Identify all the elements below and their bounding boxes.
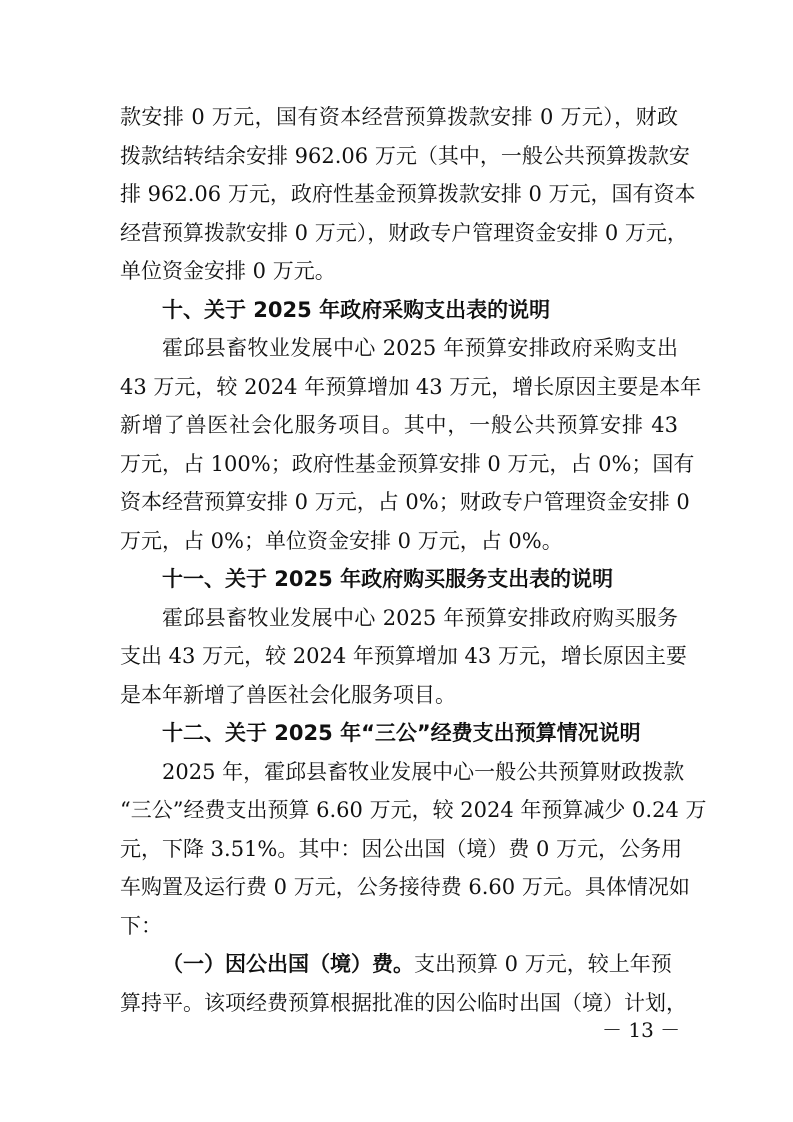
paragraph-line: 拨款结转结余安排 962.06 万元（其中，一般公共预算拨款安 (120, 143, 690, 168)
subsection-lead-rest: 支出预算 0 万元，较上年预 (414, 952, 672, 976)
paragraph-line: 排 962.06 万元，政府性基金预算拨款安排 0 万元，国有资本 (120, 182, 696, 206)
section-heading-12: 十二、关于 2025 年“三公”经费支出预算情况说明 (162, 721, 641, 745)
subsection-lead: （一）因公出国（境）费。 (162, 951, 414, 976)
paragraph-line: 霍邱县畜牧业发展中心 2025 年预算安排政府购买服务 (162, 605, 678, 630)
paragraph-line: 43 万元，较 2024 年预算增加 43 万元，增长原因主要是本年 (120, 374, 702, 399)
paragraph-line: 算持平。该项经费预算根据批准的因公临时出国（境）计划， (120, 990, 687, 1015)
paragraph-line: 支出 43 万元，较 2024 年预算增加 43 万元，增长原因主要 (120, 644, 687, 668)
paragraph-line: 资本经营预算安排 0 万元，占 0%；财政专户管理资金安排 0 (120, 490, 690, 514)
paragraph-line: 车购置及运行费 0 万元，公务接待费 6.60 万元。具体情况如 (120, 875, 690, 899)
paragraph-line: 下： (120, 913, 162, 938)
paragraph-line: 万元，占 0%；单位资金安排 0 万元，占 0%。 (120, 528, 563, 553)
paragraph-line: 新增了兽医社会化服务项目。其中，一般公共预算安排 43 (120, 413, 678, 437)
section-heading-11: 十一、关于 2025 年政府购买服务支出表的说明 (162, 567, 614, 591)
paragraph-line: “三公”经费支出预算 6.60 万元，较 2024 年预算减少 0.24 万 (120, 798, 707, 822)
paragraph-line: 万元，占 100%；政府性基金预算安排 0 万元，占 0%；国有 (120, 451, 695, 476)
subsection-line (120, 945, 678, 984)
paragraph-line: 元，下降 3.51%。其中：因公出国（境）费 0 万元，公务用 (120, 836, 683, 861)
paragraph-line: 经营预算拨款安排 0 万元），财政专户管理资金安排 0 万元， (120, 220, 688, 245)
paragraph-line: 2025 年，霍邱县畜牧业发展中心一般公共预算财政拨款 (162, 759, 685, 784)
section-heading-10: 十、关于 2025 年政府采购支出表的说明 (162, 297, 551, 322)
paragraph-line: 款安排 0 万元，国有资本经营预算拨款安排 0 万元），财政 (120, 105, 678, 129)
page-number: － 13 － (602, 1018, 681, 1042)
paragraph-line: 单位资金安排 0 万元。 (120, 259, 336, 283)
paragraph-line: 霍邱县畜牧业发展中心 2025 年预算安排政府采购支出 (162, 336, 678, 360)
document-body (120, 98, 707, 1022)
paragraph-line: 是本年新增了兽医社会化服务项目。 (120, 682, 456, 707)
